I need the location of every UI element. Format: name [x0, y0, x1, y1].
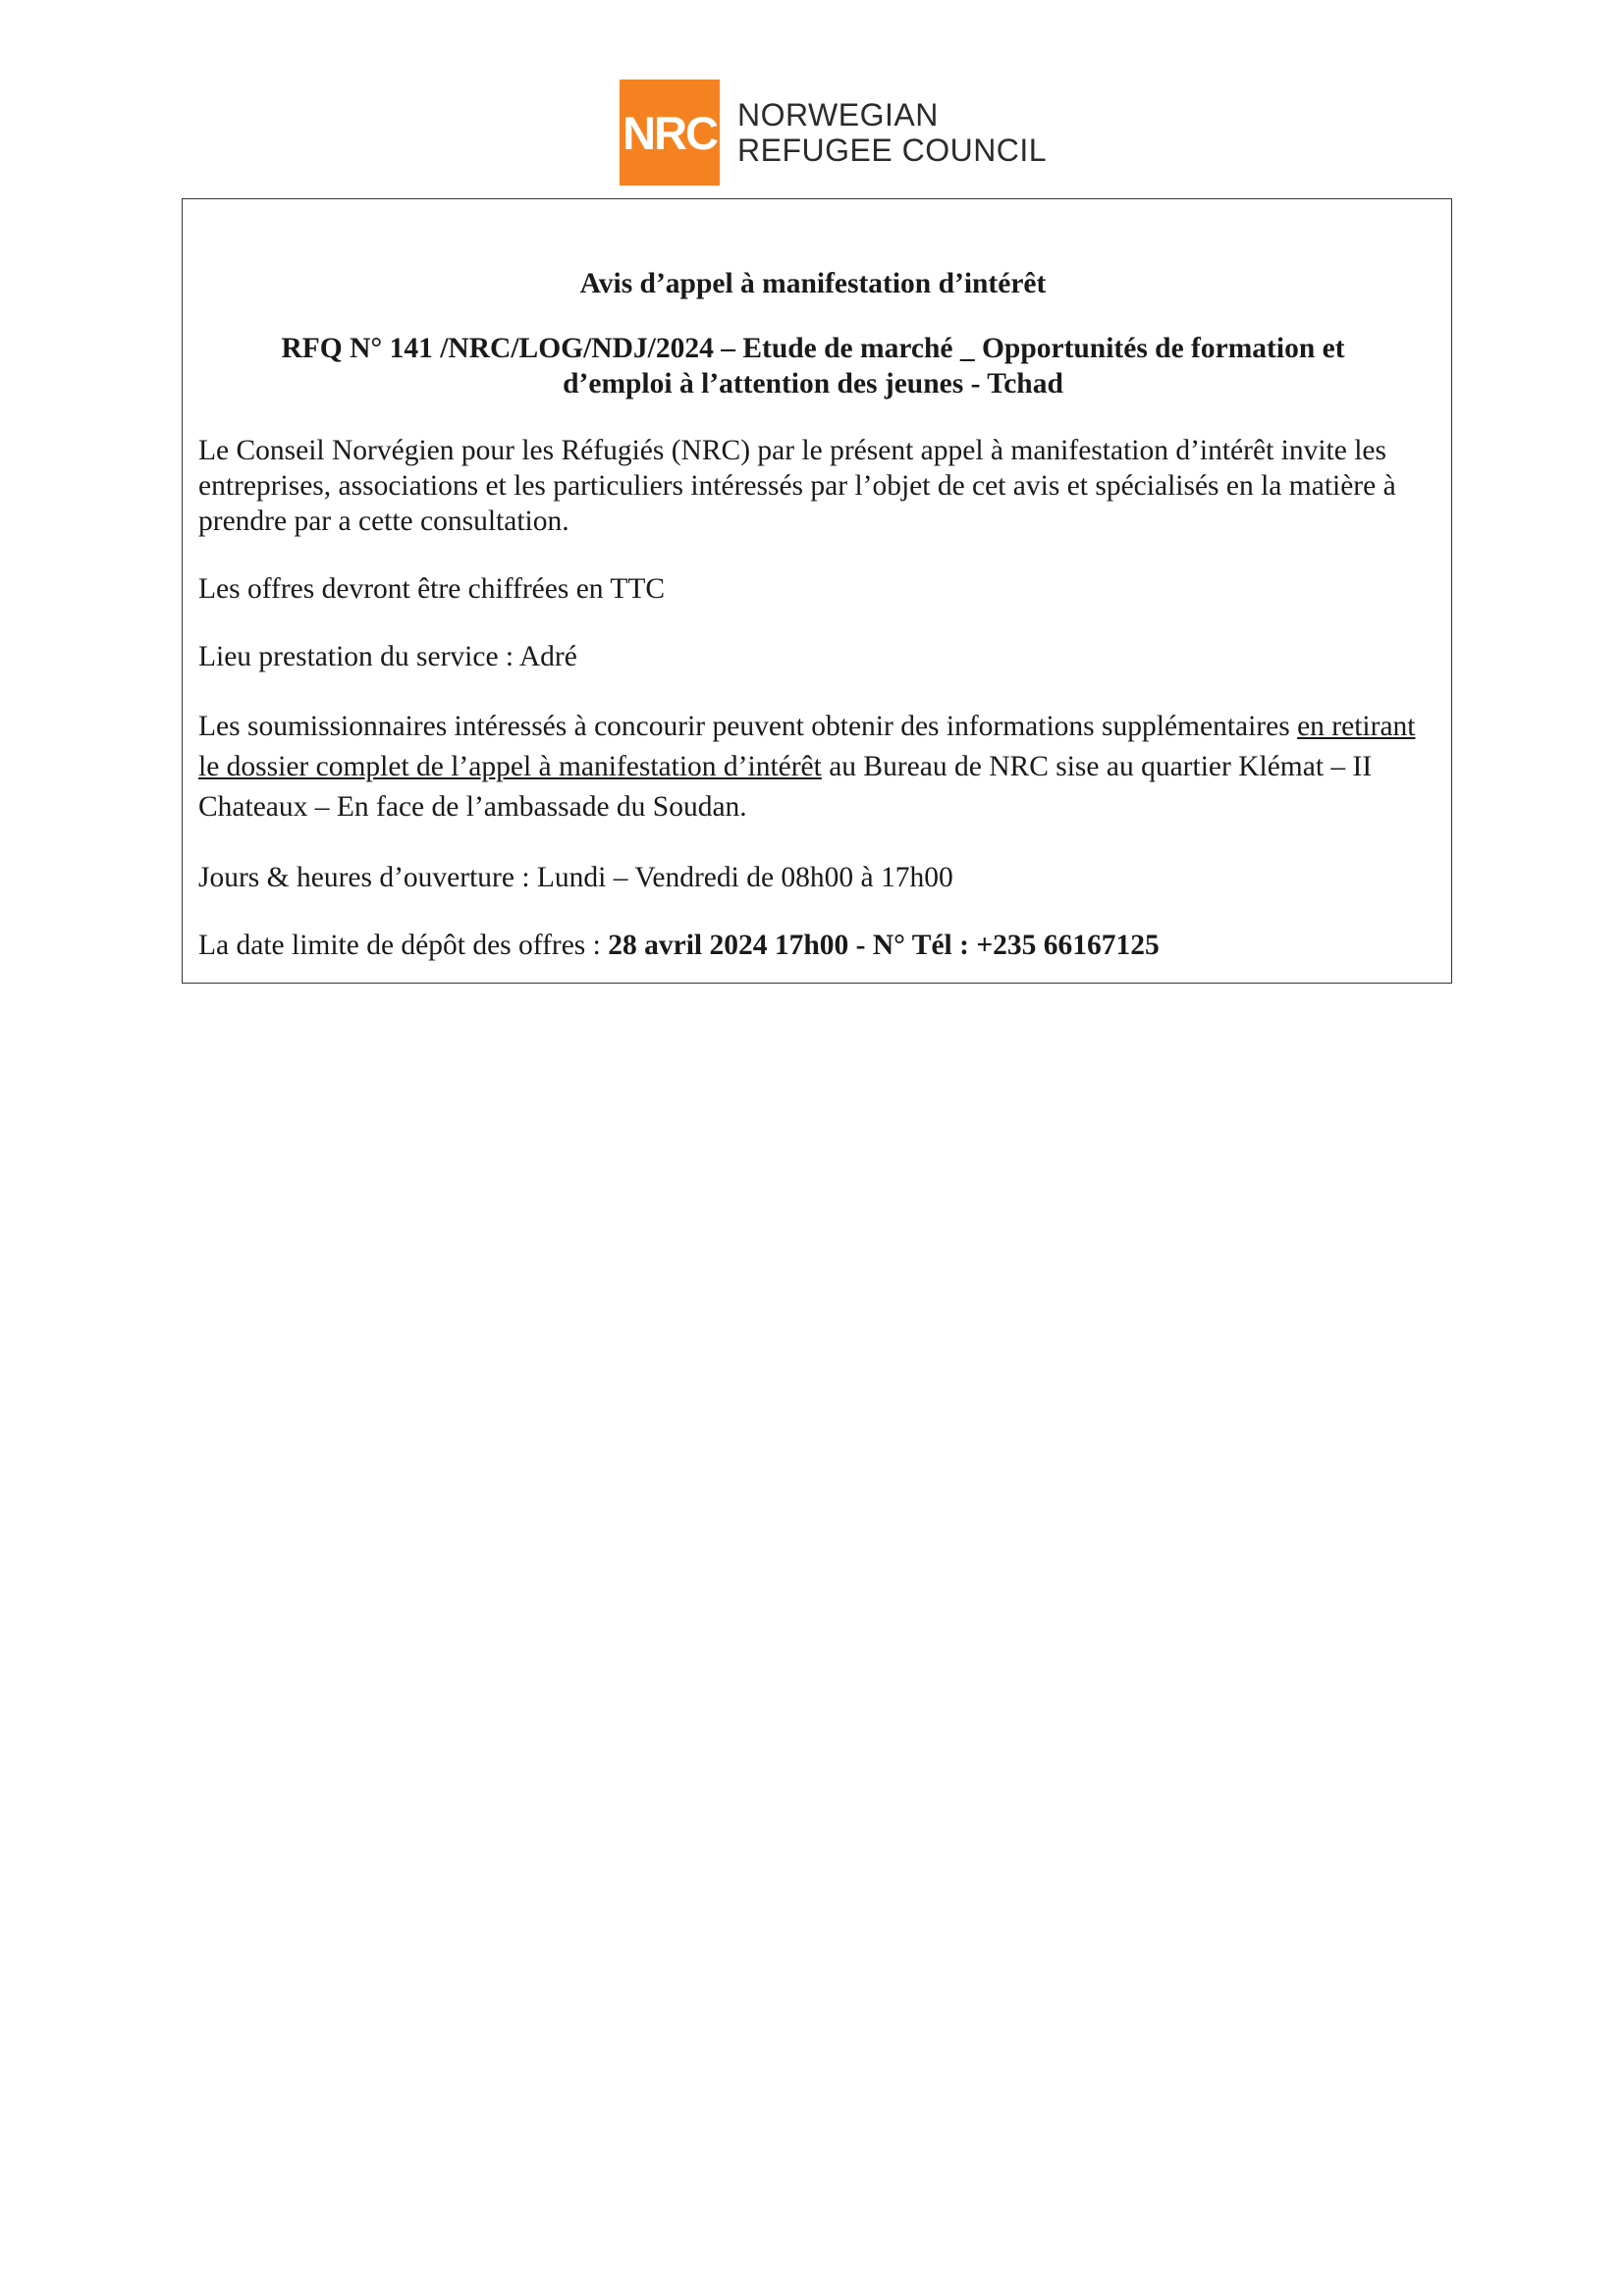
pricing-paragraph: Les offres devront être chiffrées en TTC — [198, 573, 666, 605]
notice-subtitle: RFQ N° 141 /NRC/LOG/NDJ/2024 – Etude de marché _ Opportunités de formation et d’emploi à l’attention des jeunes - Tchad — [281, 333, 1345, 400]
info-text-end: au Bureau de NRC sise au quartier Klémat – II Chateaux – En face de l’ambassade du Soudan. — [198, 751, 1373, 823]
hours-paragraph: Jours & heures d’ouverture : Lundi – Vendredi de 08h00 à 17h00 — [198, 862, 953, 893]
org-name-line1: NORWEGIAN — [737, 97, 939, 133]
intro-paragraph: Le Conseil Norvégien pour les Réfugiés (NRC) par le présent appel à manifestation d’intérêt invite les entreprises, associations et les particuliers intéressés par l’objet de cet avis et spécialisés en la matière à prendre par a cette consultation. — [198, 435, 1396, 537]
deadline-paragraph — [198, 928, 1428, 963]
info-paragraph — [198, 707, 1428, 828]
deadline-label: La date limite de dépôt des offres : — [198, 930, 609, 961]
notice-box — [182, 198, 1452, 984]
nrc-logo-mark: NRC — [620, 80, 720, 186]
dossier-link-text: en retirant le dossier complet de l’appel à manifestation d’intérêt — [198, 711, 1416, 782]
org-name — [737, 97, 1047, 168]
info-text-start: Les soumissionnaires intéressés à concourir peuvent obtenir des informations supplémentaires — [198, 711, 1298, 742]
org-name-line2: REFUGEE COUNCIL — [737, 133, 1048, 168]
notice-title: Avis d’appel à manifestation d’intérêt — [579, 268, 1047, 299]
nrc-logo — [620, 80, 1047, 186]
location-paragraph: Lieu prestation du service : Adré — [198, 641, 577, 672]
deadline-value: 28 avril 2024 17h00 - N° Tél : +235 66167125 — [608, 930, 1160, 961]
